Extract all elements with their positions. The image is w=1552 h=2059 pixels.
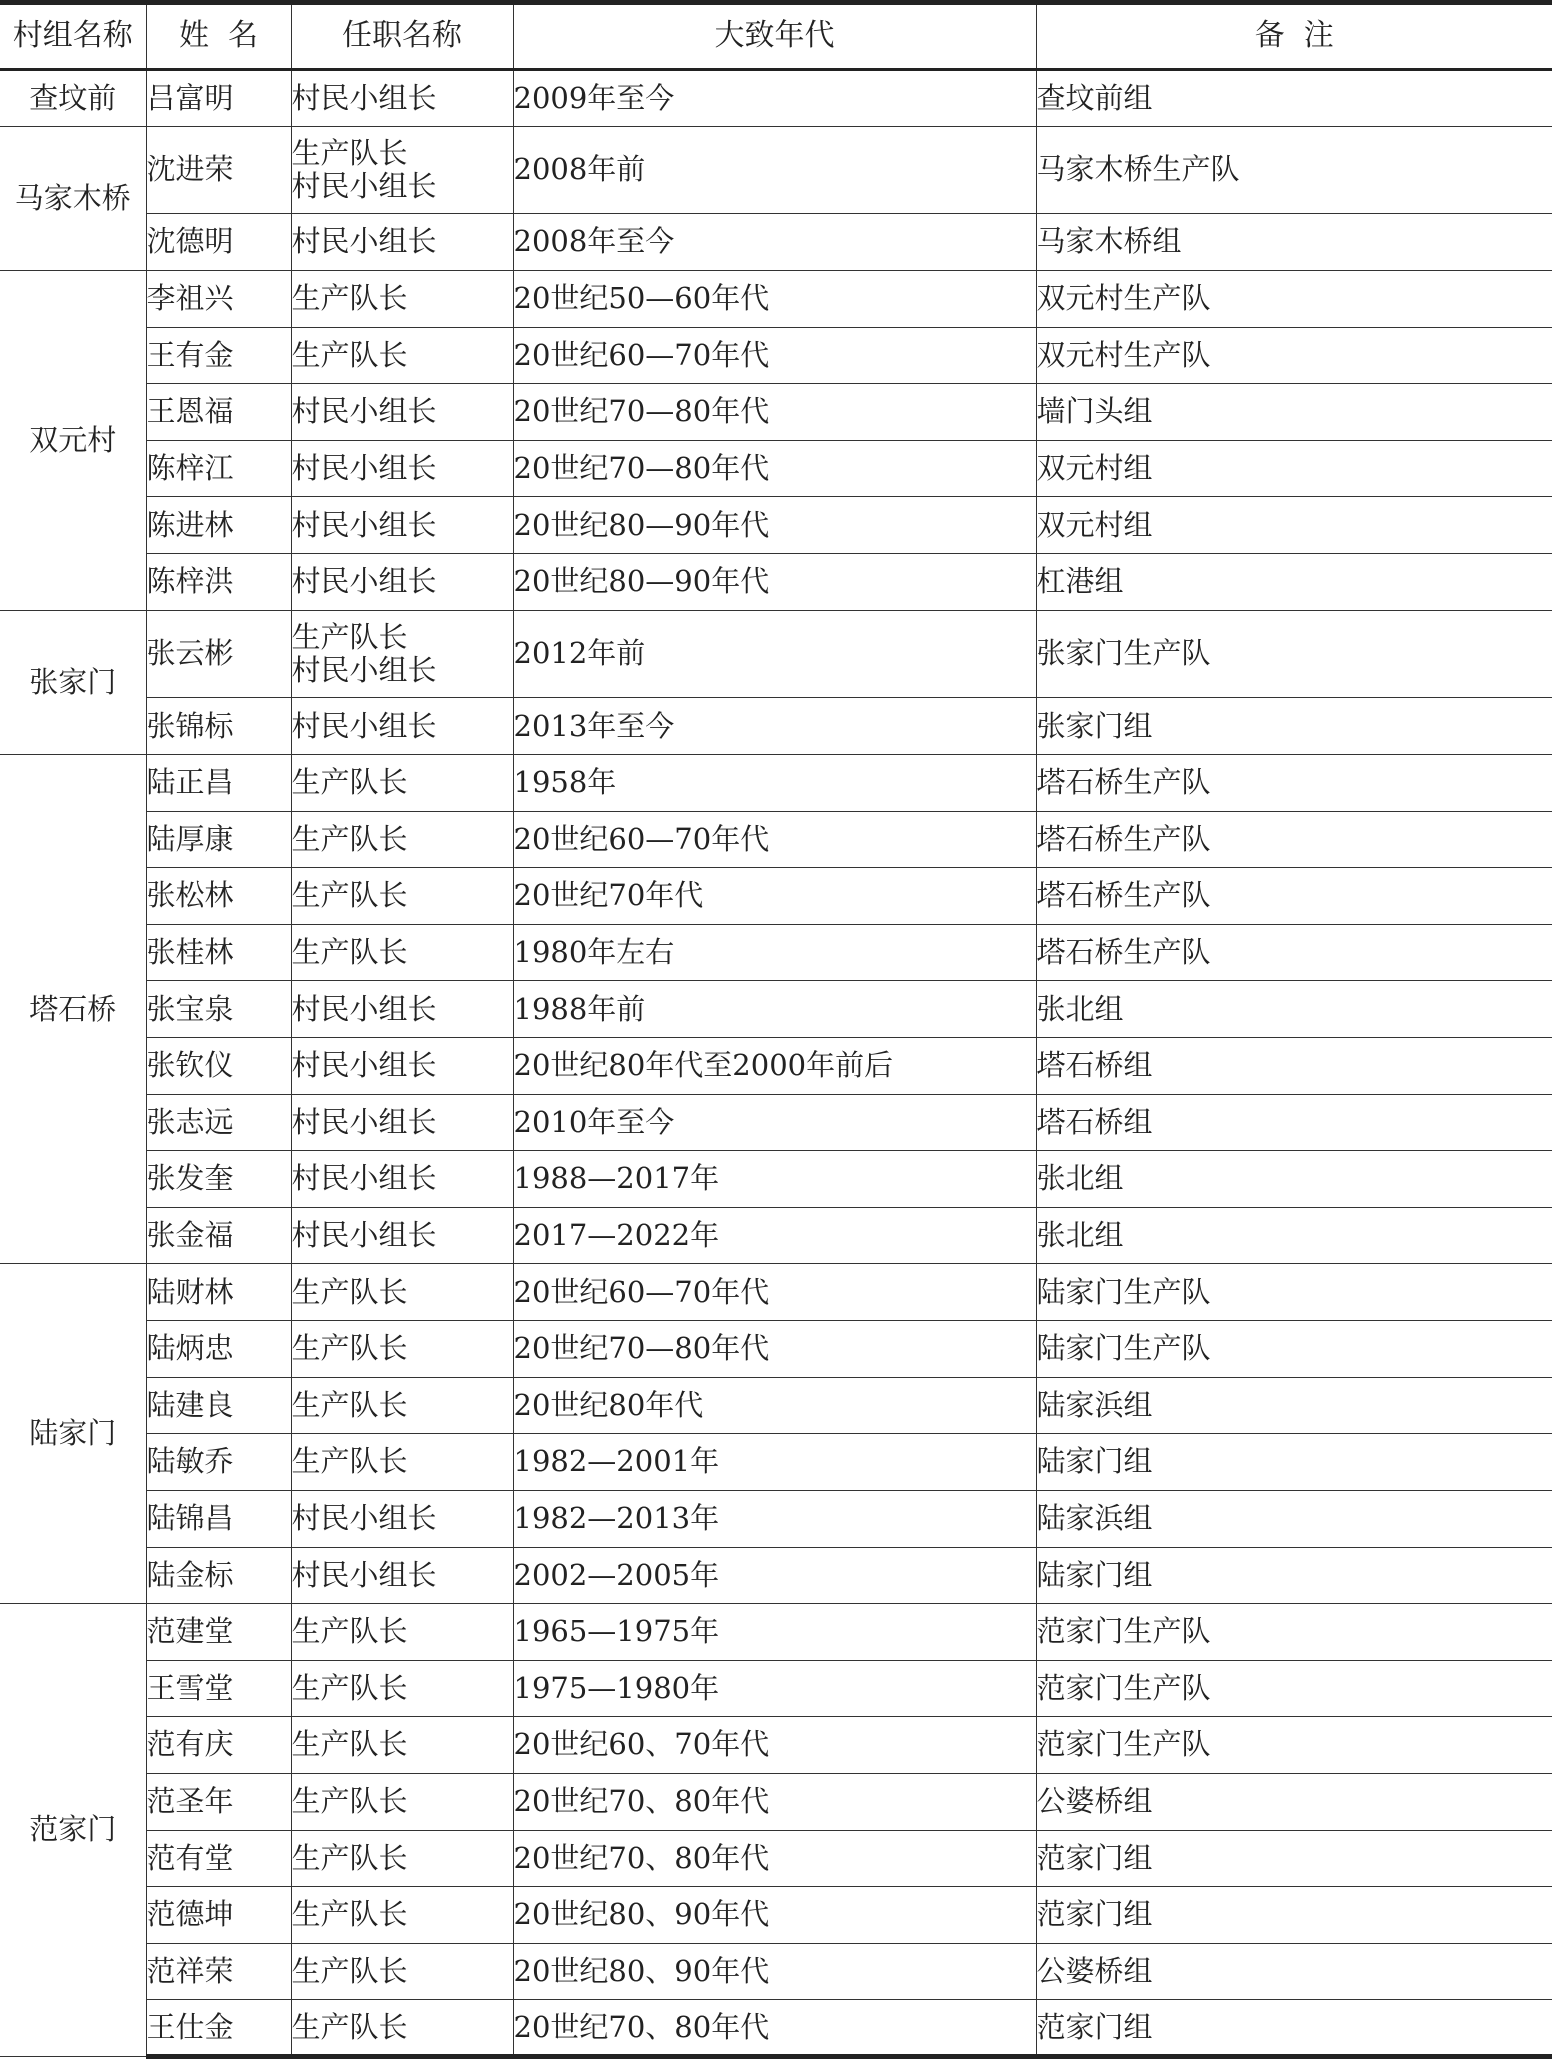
title-text: 村民小组长 (291, 1104, 437, 1139)
period-cell: 20世纪80年代至2000年前后 (513, 1038, 1036, 1095)
note-cell: 塔石桥组 (1036, 1038, 1552, 1095)
table-row (0, 698, 1552, 755)
title-text: 村民小组长 (291, 1217, 437, 1252)
title-text: 生产队长 (291, 765, 408, 800)
title-text: 村民小组长 (291, 450, 437, 485)
name-cell: 张锦标 (146, 698, 291, 755)
name-cell: 范有庆 (146, 1717, 291, 1774)
title-text: 村民小组长 (291, 394, 437, 429)
table-body (0, 70, 1552, 2057)
period-cell: 20世纪70、80年代 (513, 2000, 1036, 2057)
title-text: 生产队长 (291, 1784, 408, 1819)
title-cell (291, 384, 513, 441)
note-cell: 塔石桥生产队 (1036, 754, 1552, 811)
title-cell (291, 1887, 513, 1944)
table-row (0, 1887, 1552, 1944)
title-text: 生产队长 (291, 1444, 408, 1479)
name-cell: 吕富明 (146, 70, 291, 127)
table-row (0, 1773, 1552, 1830)
title-text: 生产队长 (291, 619, 408, 654)
table-row (0, 440, 1552, 497)
title-text: 生产队长 (291, 337, 408, 372)
title-cell (291, 2000, 513, 2057)
table-row (0, 1717, 1552, 1774)
title-text: 生产队长 (291, 281, 408, 316)
note-cell: 马家木桥生产队 (1036, 126, 1552, 214)
note-cell: 塔石桥组 (1036, 1094, 1552, 1151)
period-cell: 1988年前 (513, 981, 1036, 1038)
note-cell: 塔石桥生产队 (1036, 868, 1552, 925)
name-cell: 王恩福 (146, 384, 291, 441)
period-cell: 20世纪80—90年代 (513, 554, 1036, 611)
note-cell: 范家门组 (1036, 1830, 1552, 1887)
title-text: 生产队长 (291, 1727, 408, 1762)
note-cell: 塔石桥生产队 (1036, 924, 1552, 981)
table-row (0, 811, 1552, 868)
title-text: 村民小组长 (291, 1501, 437, 1536)
table-row (0, 1547, 1552, 1604)
name-cell: 张宝泉 (146, 981, 291, 1038)
title-cell (291, 1547, 513, 1604)
period-cell: 20世纪60、70年代 (513, 1717, 1036, 1774)
name-cell: 陆敏乔 (146, 1434, 291, 1491)
title-text: 生产队长 (291, 878, 408, 913)
period-cell: 20世纪70年代 (513, 868, 1036, 925)
table-row (0, 384, 1552, 441)
note-cell: 范家门生产队 (1036, 1717, 1552, 1774)
period-cell: 2013年至今 (513, 698, 1036, 755)
village-cell: 陆家门 (0, 1264, 146, 1604)
note-cell: 范家门组 (1036, 1887, 1552, 1944)
title-cell (291, 270, 513, 327)
title-text: 生产队长 (291, 1670, 408, 1705)
name-cell: 张松林 (146, 868, 291, 925)
title-cell (291, 214, 513, 271)
table-row (0, 1490, 1552, 1547)
name-cell: 陈进林 (146, 497, 291, 554)
name-cell: 张金福 (146, 1207, 291, 1264)
title-text: 村民小组长 (291, 168, 437, 203)
header-village: 村组名称 (0, 3, 146, 70)
name-cell: 范圣年 (146, 1773, 291, 1830)
table-row (0, 126, 1552, 214)
note-cell: 查坟前组 (1036, 70, 1552, 127)
table-row (0, 754, 1552, 811)
period-cell: 20世纪80—90年代 (513, 497, 1036, 554)
name-cell: 范有堂 (146, 1830, 291, 1887)
period-cell: 2017—2022年 (513, 1207, 1036, 1264)
title-cell (291, 811, 513, 868)
note-cell: 双元村生产队 (1036, 270, 1552, 327)
period-cell: 1982—2013年 (513, 1490, 1036, 1547)
title-cell (291, 327, 513, 384)
title-text: 村民小组长 (291, 991, 437, 1026)
title-cell (291, 1094, 513, 1151)
title-cell (291, 1773, 513, 1830)
village-cell: 范家门 (0, 1604, 146, 2057)
table-row (0, 610, 1552, 698)
title-text: 生产队长 (291, 1953, 408, 1988)
title-cell (291, 1660, 513, 1717)
title-cell (291, 1434, 513, 1491)
table-row (0, 270, 1552, 327)
note-cell: 张家门组 (1036, 698, 1552, 755)
title-cell (291, 126, 513, 214)
title-cell (291, 1377, 513, 1434)
table-row (0, 70, 1552, 127)
title-text: 生产队长 (291, 821, 408, 856)
title-cell (291, 1207, 513, 1264)
period-cell: 20世纪80、90年代 (513, 1887, 1036, 1944)
period-cell: 2008年前 (513, 126, 1036, 214)
note-cell: 陆家浜组 (1036, 1490, 1552, 1547)
note-cell: 范家门生产队 (1036, 1604, 1552, 1661)
name-cell: 陈梓江 (146, 440, 291, 497)
title-cell (291, 1943, 513, 2000)
name-cell: 范建堂 (146, 1604, 291, 1661)
note-cell: 马家木桥组 (1036, 214, 1552, 271)
title-cell (291, 1321, 513, 1378)
period-cell: 20世纪80、90年代 (513, 1943, 1036, 2000)
table-row (0, 1151, 1552, 1208)
table-row (0, 1094, 1552, 1151)
name-cell: 陆正昌 (146, 754, 291, 811)
title-cell (291, 1604, 513, 1661)
header-name: 姓 名 (146, 3, 291, 70)
title-text: 村民小组长 (291, 1048, 437, 1083)
period-cell: 1980年左右 (513, 924, 1036, 981)
title-text: 村民小组长 (291, 224, 437, 259)
table-row (0, 924, 1552, 981)
title-cell (291, 981, 513, 1038)
title-text: 生产队长 (291, 1274, 408, 1309)
title-cell (291, 1717, 513, 1774)
name-cell: 沈德明 (146, 214, 291, 271)
table-row (0, 1207, 1552, 1264)
name-cell: 张发奎 (146, 1151, 291, 1208)
table-row (0, 214, 1552, 271)
table-row (0, 327, 1552, 384)
name-cell: 陆金标 (146, 1547, 291, 1604)
table-row (0, 1377, 1552, 1434)
title-text: 生产队长 (291, 1897, 408, 1932)
period-cell: 1982—2001年 (513, 1434, 1036, 1491)
note-cell: 张家门生产队 (1036, 610, 1552, 698)
note-cell: 陆家浜组 (1036, 1377, 1552, 1434)
table-row (0, 1604, 1552, 1661)
period-cell: 20世纪70—80年代 (513, 384, 1036, 441)
village-cell: 张家门 (0, 610, 146, 754)
note-cell: 公婆桥组 (1036, 1943, 1552, 2000)
title-text: 生产队长 (291, 1614, 408, 1649)
period-cell: 1975—1980年 (513, 1660, 1036, 1717)
table-row (0, 1660, 1552, 1717)
title-cell (291, 868, 513, 925)
name-cell: 张钦仪 (146, 1038, 291, 1095)
period-cell: 2002—2005年 (513, 1547, 1036, 1604)
period-cell: 20世纪80年代 (513, 1377, 1036, 1434)
note-cell: 墙门头组 (1036, 384, 1552, 441)
header-period: 大致年代 (513, 3, 1036, 70)
title-cell (291, 1490, 513, 1547)
period-cell: 20世纪70、80年代 (513, 1830, 1036, 1887)
table-row (0, 1038, 1552, 1095)
title-cell (291, 1151, 513, 1208)
note-cell: 范家门组 (1036, 2000, 1552, 2057)
name-cell: 李祖兴 (146, 270, 291, 327)
table-row (0, 1321, 1552, 1378)
name-cell: 陆炳忠 (146, 1321, 291, 1378)
note-cell: 陆家门生产队 (1036, 1264, 1552, 1321)
note-cell: 公婆桥组 (1036, 1773, 1552, 1830)
table-row (0, 554, 1552, 611)
village-cell: 塔石桥 (0, 754, 146, 1263)
period-cell: 20世纪60—70年代 (513, 327, 1036, 384)
title-text: 生产队长 (291, 135, 408, 170)
name-cell: 陆锦昌 (146, 1490, 291, 1547)
note-cell: 双元村组 (1036, 440, 1552, 497)
title-text: 生产队长 (291, 934, 408, 969)
table-row (0, 1830, 1552, 1887)
village-cell: 双元村 (0, 270, 146, 610)
period-cell: 2012年前 (513, 610, 1036, 698)
village-cell: 查坟前 (0, 70, 146, 127)
period-cell: 1958年 (513, 754, 1036, 811)
title-text: 生产队长 (291, 1840, 408, 1875)
title-cell (291, 1038, 513, 1095)
period-cell: 2009年至今 (513, 70, 1036, 127)
title-cell (291, 70, 513, 127)
title-text: 村民小组长 (291, 80, 437, 115)
title-text: 生产队长 (291, 1387, 408, 1422)
title-text: 村民小组长 (291, 1557, 437, 1592)
note-cell: 双元村组 (1036, 497, 1552, 554)
note-cell: 陆家门组 (1036, 1547, 1552, 1604)
period-cell: 20世纪60—70年代 (513, 1264, 1036, 1321)
title-cell (291, 497, 513, 554)
name-cell: 王有金 (146, 327, 291, 384)
name-cell: 陆建良 (146, 1377, 291, 1434)
table-row (0, 868, 1552, 925)
header-title: 任职名称 (291, 3, 513, 70)
period-cell: 20世纪50—60年代 (513, 270, 1036, 327)
title-cell (291, 1830, 513, 1887)
name-cell: 王雪堂 (146, 1660, 291, 1717)
table-row (0, 1434, 1552, 1491)
title-cell (291, 1264, 513, 1321)
name-cell: 范祥荣 (146, 1943, 291, 2000)
title-text: 村民小组长 (291, 653, 437, 687)
period-cell: 20世纪70—80年代 (513, 1321, 1036, 1378)
period-cell: 2010年至今 (513, 1094, 1036, 1151)
name-cell: 陆厚康 (146, 811, 291, 868)
name-cell: 张志远 (146, 1094, 291, 1151)
name-cell: 范德坤 (146, 1887, 291, 1944)
title-text: 生产队长 (291, 1331, 408, 1366)
village-cell: 马家木桥 (0, 126, 146, 270)
name-cell: 张云彬 (146, 610, 291, 698)
note-cell: 范家门生产队 (1036, 1660, 1552, 1717)
period-cell: 20世纪70—80年代 (513, 440, 1036, 497)
title-text: 村民小组长 (291, 507, 437, 542)
note-cell: 陆家门组 (1036, 1434, 1552, 1491)
title-cell (291, 440, 513, 497)
title-text: 村民小组长 (291, 708, 437, 743)
title-cell (291, 698, 513, 755)
title-text: 生产队长 (291, 2009, 408, 2044)
period-cell: 20世纪70、80年代 (513, 1773, 1036, 1830)
table-row (0, 1943, 1552, 2000)
name-cell: 沈进荣 (146, 126, 291, 214)
note-cell: 双元村生产队 (1036, 327, 1552, 384)
name-cell: 陈梓洪 (146, 554, 291, 611)
name-cell: 陆财林 (146, 1264, 291, 1321)
name-cell: 张桂林 (146, 924, 291, 981)
period-cell: 2008年至今 (513, 214, 1036, 271)
title-text: 村民小组长 (291, 1161, 437, 1196)
table-row (0, 2000, 1552, 2057)
note-cell: 陆家门生产队 (1036, 1321, 1552, 1378)
table-row (0, 1264, 1552, 1321)
note-cell: 塔石桥生产队 (1036, 811, 1552, 868)
title-cell (291, 754, 513, 811)
period-cell: 1965—1975年 (513, 1604, 1036, 1661)
note-cell: 张北组 (1036, 981, 1552, 1038)
title-cell (291, 924, 513, 981)
table-row (0, 981, 1552, 1038)
title-cell (291, 554, 513, 611)
note-cell: 杠港组 (1036, 554, 1552, 611)
header-note: 备 注 (1036, 3, 1552, 70)
note-cell: 张北组 (1036, 1207, 1552, 1264)
period-cell: 1988—2017年 (513, 1151, 1036, 1208)
title-text: 村民小组长 (291, 564, 437, 599)
table-row (0, 497, 1552, 554)
period-cell: 20世纪60—70年代 (513, 811, 1036, 868)
name-cell: 王仕金 (146, 2000, 291, 2057)
note-cell: 张北组 (1036, 1151, 1552, 1208)
title-cell (291, 610, 513, 698)
header-row (0, 3, 1552, 70)
